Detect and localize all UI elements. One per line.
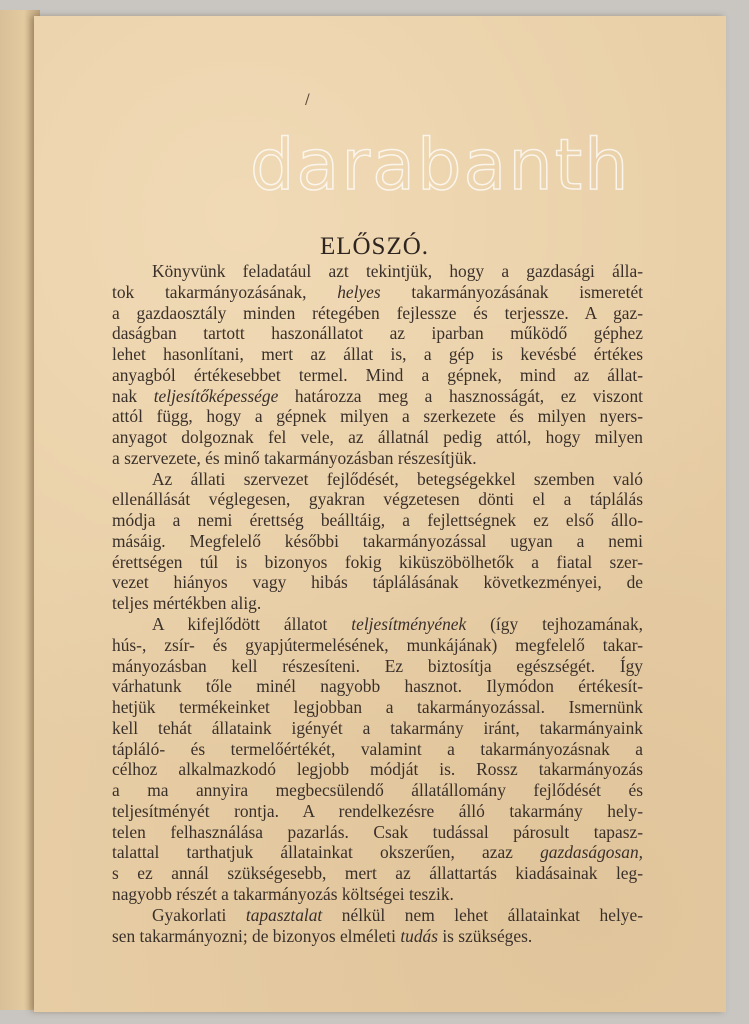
- text-line: [112, 261, 643, 282]
- text-segment: tok takarmányozásának,: [112, 281, 338, 302]
- text-line: [112, 926, 643, 947]
- text-segment: attól függ, hogy a gépnek milyen a szerkezete és milyen nyers-: [112, 406, 643, 427]
- text-line: [112, 801, 643, 822]
- text-segment: másáig. Megfelelő későbbi takarmányozással ugyan a nemi: [112, 530, 643, 551]
- text-line: [112, 905, 643, 926]
- text-segment: ellenállását véglegesen, gyakran végzetesen dönti el a táplálás: [112, 489, 643, 510]
- text-segment: hús-, zsír- és gyapjútermelésének, munkájának) megfelelő takar-: [112, 634, 643, 655]
- ink-mark: /: [305, 92, 310, 108]
- text-segment: határozza meg a hasznosságát, ez viszont: [278, 385, 643, 406]
- text-line: [112, 842, 643, 863]
- text-segment: (így tejhozamának,: [466, 614, 643, 635]
- text-segment: tápláló- és termelőértékét, valamint a takarmányozásnak a: [112, 738, 643, 759]
- emphasized-text: tapasztalat: [245, 904, 323, 925]
- paragraph: [112, 614, 643, 905]
- text-segment: nak: [112, 385, 154, 406]
- emphasized-text: tudás: [400, 925, 438, 946]
- paragraph: [112, 469, 643, 614]
- text-line: [112, 510, 643, 531]
- text-segment: anyagot dolgoznak fel vele, az állatnál pedig attól, hogy milyen: [112, 427, 643, 448]
- emphasized-text: helyes: [337, 281, 381, 302]
- text-segment: kell tehát állataink igényét a takarmány iránt, takarmányaink: [112, 717, 643, 738]
- text-line: [112, 469, 643, 490]
- text-segment: Az állati szervezet fejlődését, betegségekkel szemben való: [152, 468, 643, 489]
- text-line: [112, 635, 643, 656]
- text-segment: nagyobb részét a takarmányozás költségei teszik.: [112, 883, 454, 904]
- emphasized-text: gazdaságosan,: [540, 842, 643, 863]
- text-line: [112, 718, 643, 739]
- text-line: [112, 863, 643, 884]
- paragraph: [112, 261, 643, 469]
- text-line: [112, 303, 643, 324]
- text-segment: célhoz alkalmazkodó legjobb módját is. Rossz takarmányozás: [112, 759, 643, 780]
- page-title: ELŐSZÓ.: [319, 233, 430, 260]
- text-segment: sen takarmányozni; de bizonyos elméleti: [112, 925, 401, 946]
- text-segment: nélkül nem lehet állatainkat helye-: [322, 904, 643, 925]
- text-segment: telen felhasználása pazarlás. Csak tudással párosult tapasz-: [112, 821, 643, 842]
- text-segment: daságban tartott haszonállatot az iparban működő géphez: [112, 323, 643, 344]
- text-line: [112, 386, 643, 407]
- text-line: [112, 884, 643, 905]
- emphasized-text: teljesítőképessége: [153, 385, 279, 406]
- text-segment: hetjük termékeinket legjobban a takarmányozással. Ismernünk: [112, 697, 643, 718]
- text-segment: a gazdaosztály minden rétegében fejlessze és terjessze. A gaz-: [112, 302, 643, 323]
- text-segment: a szervezete, és minő takarmányozásban részesítjük.: [112, 447, 477, 468]
- text-segment: talattal tarthatjuk állatainkat okszerűen, azaz: [112, 842, 541, 863]
- text-line: [112, 406, 643, 427]
- text-line: [112, 427, 643, 448]
- text-segment: Könyvünk feladatául azt tekintjük, hogy a gazdasági álla-: [152, 261, 643, 281]
- text-line: [112, 448, 643, 469]
- text-line: [112, 656, 643, 677]
- text-line: [112, 780, 643, 801]
- text-line: [112, 552, 643, 573]
- text-line: [112, 531, 643, 552]
- text-segment: érettségen túl is bizonyos fokig kiküszöbölhetők a fiatal szer-: [112, 551, 643, 572]
- text-segment: s ez annál szükségesebb, mert az állattartás kiadásainak leg-: [112, 863, 643, 884]
- body-text: [112, 261, 643, 946]
- text-segment: várhatunk tőle minél nagyobb hasznot. Ilymódon értékesít-: [112, 676, 643, 697]
- text-segment: is szükséges.: [438, 925, 533, 946]
- text-line: [112, 489, 643, 510]
- text-line: [112, 614, 643, 635]
- text-segment: Gyakorlati: [152, 904, 246, 925]
- text-segment: vezet hiányos vagy hibás táplálásának következményei, de: [112, 572, 643, 593]
- text-segment: A kifejlődött állatot: [152, 614, 352, 635]
- text-segment: a ma annyira megbecsülendő állatállomány fejlődését és: [112, 780, 643, 801]
- text-line: [112, 739, 643, 760]
- text-line: [112, 365, 643, 386]
- text-line: [112, 344, 643, 365]
- text-line: [112, 822, 643, 843]
- text-segment: takarmányozásának ismeretét: [380, 281, 643, 302]
- text-line: [112, 697, 643, 718]
- text-segment: módja a nemi érettség beálltáig, a fejlettségnek ez első állo-: [112, 510, 643, 531]
- emphasized-text: teljesítményének: [351, 614, 467, 635]
- text-line: [112, 282, 643, 303]
- text-line: [112, 323, 643, 344]
- text-segment: mányozásban kell részesíteni. Ez biztosítja egészségét. Így: [112, 655, 643, 676]
- text-line: [112, 593, 643, 614]
- text-segment: anyagból értékesebbet termel. Mind a gépnek, mind az állat-: [112, 364, 643, 385]
- text-line: [112, 676, 643, 697]
- text-line: [112, 759, 643, 780]
- text-segment: teljes mértékben alig.: [112, 593, 262, 614]
- text-line: [112, 572, 643, 593]
- watermark: darabanth: [250, 124, 631, 206]
- text-segment: teljesítményét rontja. A rendelkezésre álló takarmány hely-: [112, 800, 643, 821]
- text-segment: lehet hasonlítani, mert az állat is, a gép is kevésbé értékes: [112, 344, 643, 365]
- paragraph: [112, 905, 643, 947]
